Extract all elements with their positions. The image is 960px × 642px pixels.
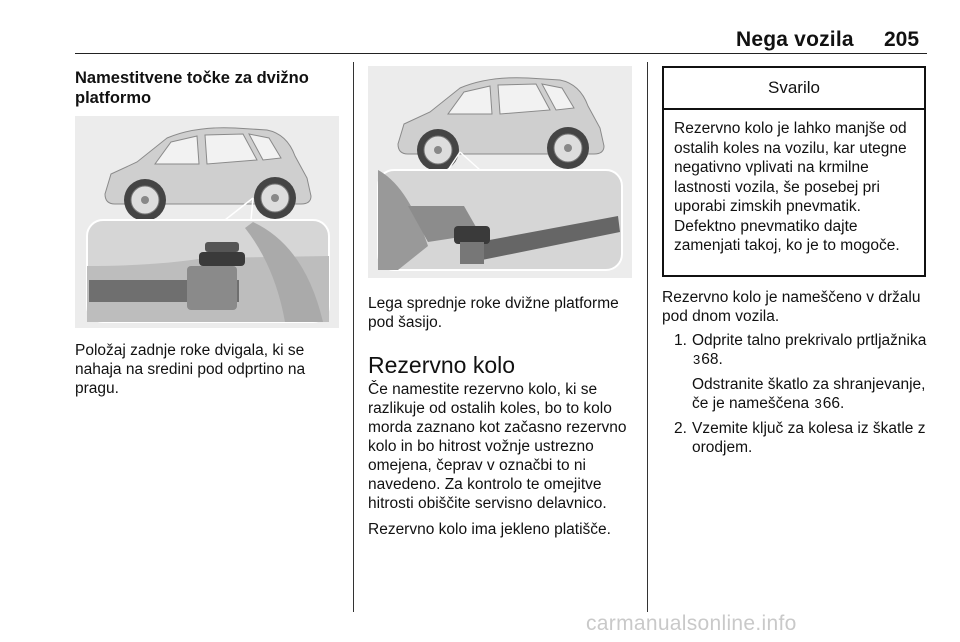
- header-rule: [75, 53, 927, 54]
- watermark: carmanualsonline.info: [586, 612, 797, 635]
- rear-wheel: [547, 127, 589, 169]
- figure-caption-rear: Položaj zadnje roke dvigala, ki se nahaja na sredini pod odprtino na pragu.: [75, 342, 306, 397]
- figure-rear-lift-arm: [75, 116, 339, 328]
- detail-inset: [87, 220, 329, 322]
- section-heading-spare-wheel: Rezervno kolo: [368, 352, 516, 378]
- front-wheel: [417, 129, 459, 171]
- column-divider-1: [353, 62, 354, 612]
- steps-list: [662, 331, 930, 457]
- left-column: [75, 68, 343, 108]
- figure-caption-front: Lega sprednje roke dvižne platforme pod šasijo.: [368, 295, 619, 331]
- page-reference-icon: 3: [693, 352, 701, 367]
- step-subtext: [692, 375, 930, 413]
- step-number: 2.: [674, 420, 687, 437]
- rear-wheel: [254, 177, 296, 219]
- detail-inset: [378, 170, 622, 270]
- right-column: [662, 288, 930, 457]
- step-item: [662, 331, 930, 413]
- warning-title: Svarilo: [664, 68, 924, 110]
- middle-column: [368, 294, 636, 539]
- step-subtext-text: Odstranite škatlo za shranjevanje, če je nameščena: [692, 376, 926, 412]
- page-number: 205: [884, 28, 920, 51]
- section-heading-lift-points: Namestitvene točke za dvižno platformo: [75, 69, 309, 107]
- step-number: 1.: [674, 332, 687, 349]
- step-text: Odprite talno prekrivalo prtljažnika: [692, 332, 927, 349]
- left-caption: [75, 341, 343, 398]
- figure-front-lift-arm: [368, 66, 632, 278]
- spare-wheel-location: Rezervno kolo je nameščeno v držalu pod dnom vozila.: [662, 289, 921, 325]
- column-divider-2: [647, 62, 648, 612]
- page-reference-icon: 3: [814, 396, 822, 411]
- spare-wheel-paragraph: Če namestite rezervno kolo, ki se razlikuje od ostalih koles, bo to kolo morda zaznano kot začasno rezervno kolo in bo hitrost vožnje ustrezno omejena, čeprav v označbi to ni navedeno. Za kontrolo te omejitve hitrosti obiščite servisno delavnico.: [368, 381, 627, 512]
- step-text: Vzemite ključ za kolesa iz škatle z orodjem.: [692, 420, 926, 456]
- running-header-title: Nega vozila: [736, 28, 854, 51]
- step-item: [662, 419, 930, 457]
- steel-rim-paragraph: Rezervno kolo ima jekleno platišče.: [368, 521, 611, 538]
- page-reference-link[interactable]: 66.: [822, 395, 845, 412]
- warning-box: [662, 66, 926, 277]
- front-wheel: [124, 179, 166, 221]
- warning-text: Rezervno kolo je lahko manjše od ostalih koles na vozilu, kar utegne negativno vplivati na krmilne lastnosti vozila, še posebej pri uporabi zimskih pnevmatik. Defektno pnevmatiko dajte zamenjati takoj, ko je to mogoče.: [674, 120, 907, 254]
- page-reference-link[interactable]: 68.: [701, 351, 723, 368]
